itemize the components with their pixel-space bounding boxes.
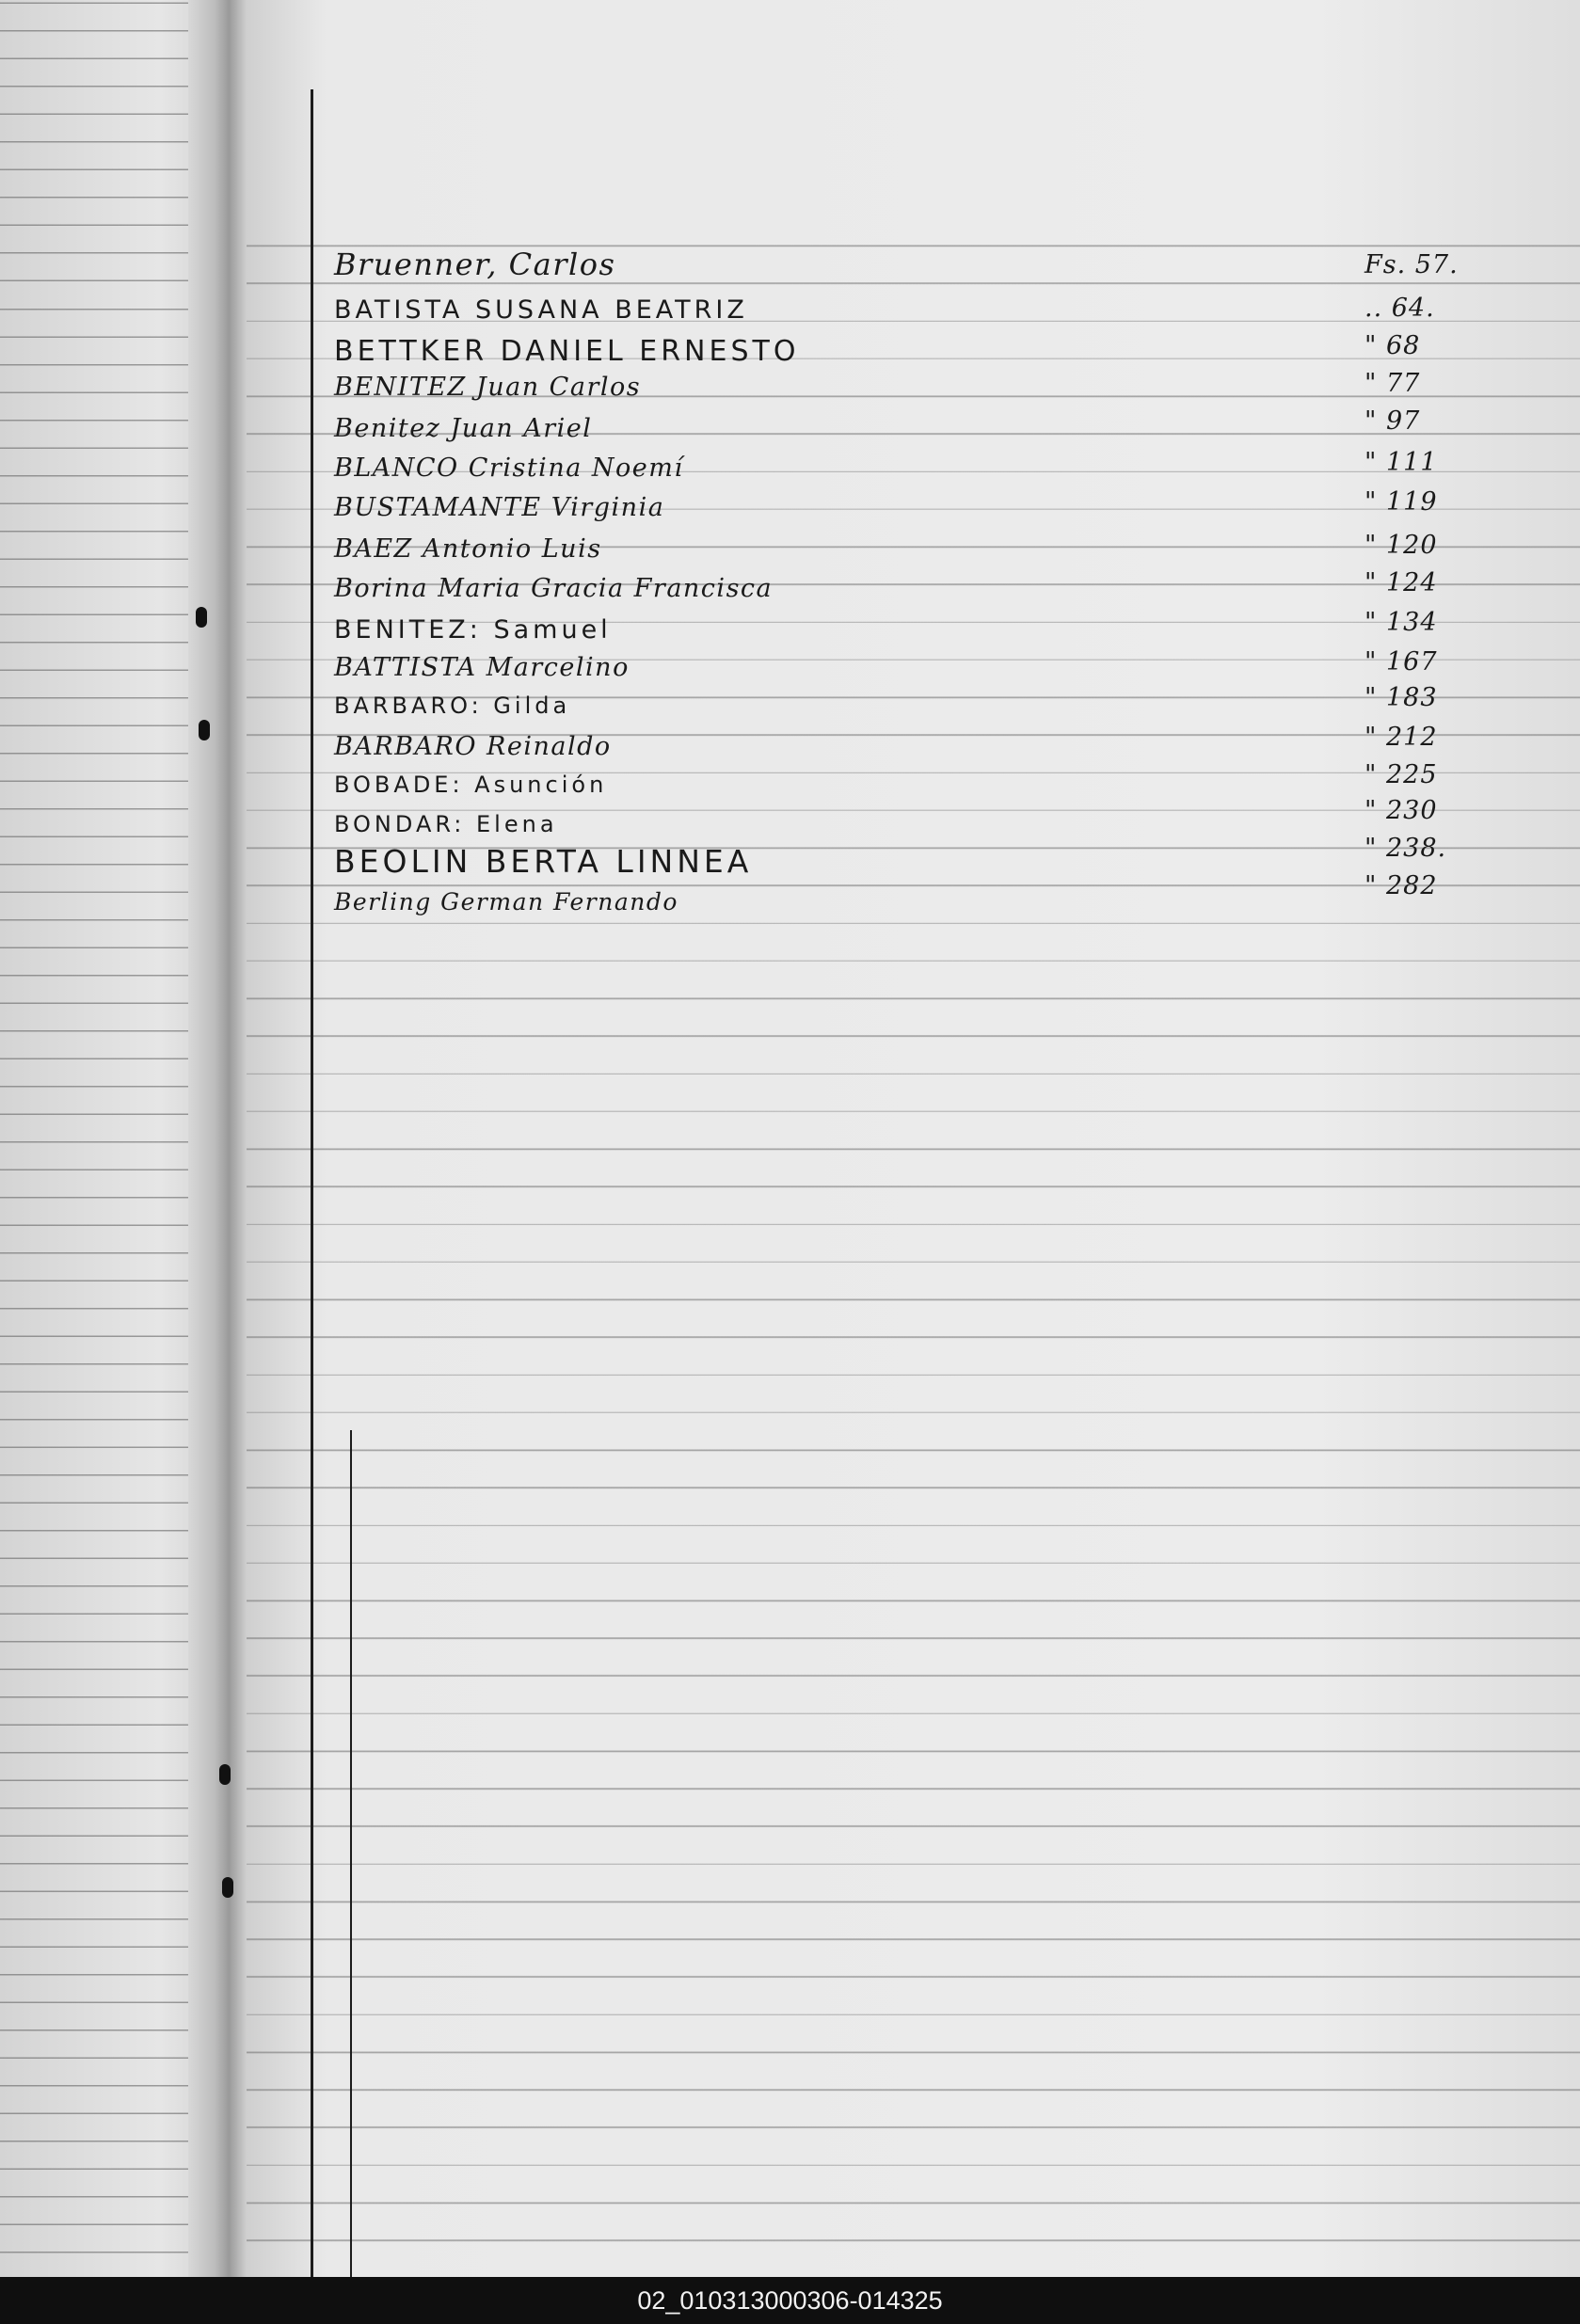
entry-name: BARBARO Reinaldo	[334, 732, 612, 761]
entry-name: BENITEZ: Samuel	[334, 615, 612, 645]
entry-name: BONDAR: Elena	[334, 811, 558, 837]
margin-rule-lower	[350, 1430, 352, 2277]
entry-page: " 119	[1365, 487, 1438, 517]
entry-page: .. 64.	[1365, 294, 1435, 323]
entry-name: BUSTAMANTE Virginia	[334, 493, 665, 522]
entry-name: Benitez Juan Ariel	[334, 414, 593, 443]
binding-thread-mark	[222, 1877, 233, 1898]
binding-thread-mark	[199, 720, 210, 740]
entry-page: " 134	[1365, 608, 1438, 637]
binding-thread-mark	[196, 607, 207, 628]
entry-name: BARBARO: Gilda	[334, 692, 571, 719]
entry-name: Bruenner, Carlos	[334, 247, 616, 282]
entry-page: " 111	[1365, 448, 1438, 477]
entry-page: " 97	[1365, 406, 1421, 436]
entry-name: BATISTA SUSANA BEATRIZ	[334, 295, 748, 325]
entry-name: BATTISTA Marcelino	[334, 653, 630, 682]
binding-thread-mark	[219, 1764, 231, 1785]
entry-page: " 238.	[1365, 834, 1447, 863]
entry-name: BENITEZ Juan Carlos	[334, 373, 642, 402]
entry-page: Fs. 57.	[1365, 250, 1459, 279]
entry-page: " 282	[1365, 871, 1438, 900]
entry-page: " 124	[1365, 568, 1438, 597]
entry-page: " 183	[1365, 683, 1438, 712]
entry-name: BLANCO Cristina Noemí	[334, 454, 684, 483]
entry-page: " 230	[1365, 796, 1438, 825]
entry-name: BEOLIN BERTA LINNEA	[334, 843, 753, 880]
entry-page: " 120	[1365, 531, 1438, 560]
margin-rule	[311, 89, 313, 2291]
entry-page: " 167	[1365, 647, 1438, 677]
scan-caption: 02_010313000306-014325	[637, 2286, 943, 2315]
book-gutter	[188, 0, 247, 2277]
entry-name: Berling German Fernando	[334, 888, 678, 915]
page-header-blank	[247, 0, 1580, 243]
entry-name: BOBADE: Asunción	[334, 772, 608, 798]
entry-name: Borina Maria Gracia Francisca	[334, 574, 774, 603]
entry-page: " 68	[1365, 331, 1421, 360]
entry-page: " 225	[1365, 760, 1438, 789]
entry-page: " 77	[1365, 369, 1421, 398]
entry-name: BETTKER DANIEL ERNESTO	[334, 335, 800, 368]
entry-page: " 212	[1365, 723, 1438, 752]
entry-name: BAEZ Antonio Luis	[334, 534, 602, 564]
